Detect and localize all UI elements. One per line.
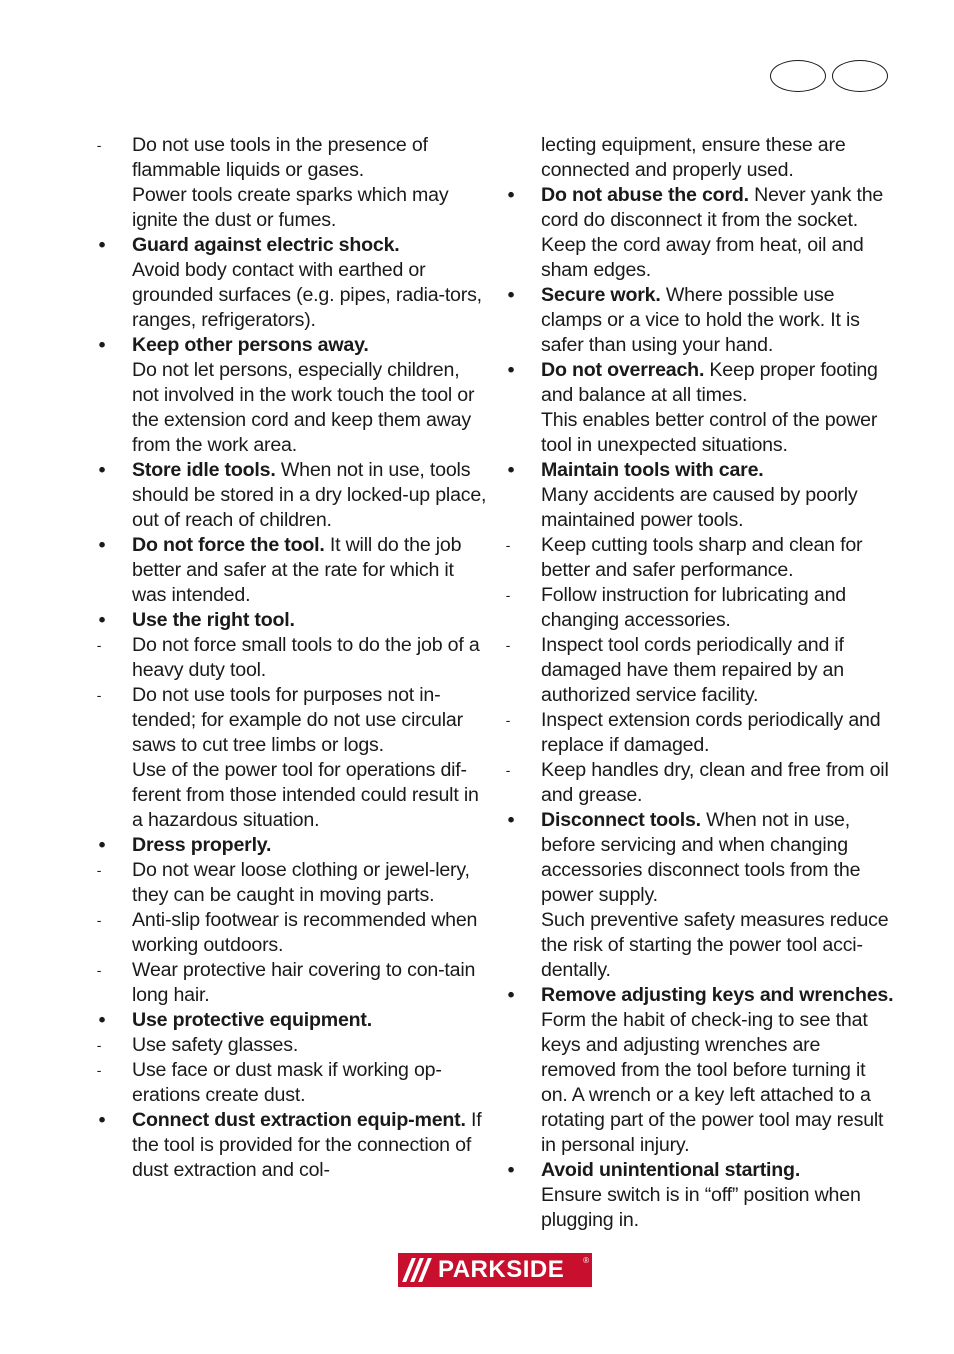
item-heading: Do not overreach. — [541, 359, 705, 381]
item-line: Use safety glasses. — [132, 1034, 299, 1056]
right-column — [501, 133, 896, 1233]
item-line: Anti-slip footwear is recommended when working outdoors. — [132, 909, 478, 956]
item-line: Many accidents are caused by poorly maintained power tools. — [541, 484, 858, 531]
item-heading: Do not force the tool. — [132, 534, 325, 556]
dash-item — [92, 683, 487, 833]
bullet-item — [92, 1108, 487, 1183]
bullet-item — [501, 183, 896, 283]
item-text: When not in use, tools should be stored in a dry locked-up place, out of reach of children. — [132, 459, 487, 531]
dash-marker: - — [96, 912, 102, 928]
dash-marker: - — [96, 137, 102, 153]
bullet-item — [92, 458, 487, 533]
item-heading: Disconnect tools. — [541, 809, 701, 831]
dash-item — [501, 583, 896, 633]
dash-item — [501, 633, 896, 708]
language-tab-ovals — [770, 60, 892, 94]
bullet-marker: • — [507, 809, 515, 831]
item-line: Use face or dust mask if working op-erations create dust. — [132, 1059, 442, 1106]
dash-item — [92, 633, 487, 683]
item-line: Inspect tool cords periodically and if damaged have them repaired by an authorized service facility. — [541, 634, 844, 706]
bullet-item — [501, 458, 896, 533]
bullet-marker: • — [507, 184, 515, 206]
item-heading: Connect dust extraction equip-ment. — [132, 1109, 466, 1131]
parkside-logo — [398, 1253, 592, 1287]
bullet-marker: • — [98, 1009, 106, 1031]
item-heading: Keep other persons away. — [132, 334, 369, 356]
dash-marker: - — [96, 862, 102, 878]
bullet-marker: • — [98, 834, 106, 856]
item-line: This enables better control of the power tool in unexpected situations. — [541, 409, 878, 456]
bullet-item — [501, 983, 896, 1158]
logo-wordmark: PARKSIDE — [438, 1256, 565, 1283]
dash-marker: - — [96, 962, 102, 978]
dash-item — [501, 533, 896, 583]
logo-stripes — [398, 1253, 438, 1287]
dash-marker: - — [505, 762, 511, 778]
item-line: Inspect extension cords periodically and replace if damaged. — [541, 709, 881, 756]
dash-item — [92, 908, 487, 958]
continued-text — [501, 133, 896, 183]
bullet-item — [501, 283, 896, 358]
bullet-item — [92, 233, 487, 333]
item-heading: Maintain tools with care. — [541, 459, 764, 481]
bullet-item — [92, 533, 487, 608]
item-heading: Dress properly. — [132, 834, 272, 856]
item-heading: Remove adjusting keys and wrenches. — [541, 984, 894, 1006]
item-line: Do not force small tools to do the job of a heavy duty tool. — [132, 634, 480, 681]
bullet-marker: • — [98, 534, 106, 556]
item-text: Keep proper footing and balance at all times. — [541, 359, 878, 406]
dash-item — [92, 858, 487, 908]
dash-item — [92, 958, 487, 1008]
dash-item — [501, 758, 896, 808]
bullet-item — [501, 808, 896, 983]
item-line: Wear protective hair covering to con-tain long hair. — [132, 959, 476, 1006]
item-line: Such preventive safety measures reduce the risk of starting the power tool acci-dentally. — [541, 909, 889, 981]
item-line: Use of the power tool for operations dif-ferent from those intended could result in a hazardous situation. — [132, 759, 479, 831]
language-tab-oval — [770, 60, 826, 92]
item-line: Do not use tools for purposes not in-tended; for example do not use circular saws to cut tree limbs or logs. — [132, 684, 463, 756]
dash-marker: - — [96, 1037, 102, 1053]
item-line: Power tools create sparks which may ignite the dust or fumes. — [132, 184, 449, 231]
dash-item — [92, 133, 487, 233]
item-line: Do not use tools in the presence of flammable liquids or gases. — [132, 134, 428, 181]
item-line: Do not wear loose clothing or jewel-lery, they can be caught in moving parts. — [132, 859, 470, 906]
item-heading: Guard against electric shock. — [132, 234, 400, 256]
bullet-marker: • — [98, 1109, 106, 1131]
dash-marker: - — [96, 1062, 102, 1078]
bullet-marker: • — [507, 1159, 515, 1181]
item-text: It will do the job better and safer at the rate for which it was intended. — [132, 534, 462, 606]
item-heading: Use protective equipment. — [132, 1009, 372, 1031]
item-text: If the tool is provided for the connection of dust extraction and col- — [132, 1109, 482, 1181]
bullet-marker: • — [98, 334, 106, 356]
dash-marker: - — [505, 637, 511, 653]
item-text: When not in use, before servicing and when changing accessories disconnect tools from the power supply. — [541, 809, 861, 906]
item-line: Keep cutting tools sharp and clean for better and safer performance. — [541, 534, 863, 581]
bullet-item — [92, 833, 487, 858]
dash-marker: - — [96, 687, 102, 703]
item-text: Never yank the cord do disconnect it from the socket. Keep the cord away from heat, oil and sham edges. — [541, 184, 884, 281]
item-heading: Do not abuse the cord. — [541, 184, 749, 206]
item-line: Do not let persons, especially children, not involved in the work touch the tool or the extension cord and keep them away from the work area. — [132, 359, 475, 456]
dash-item — [92, 1058, 487, 1108]
dash-marker: - — [505, 712, 511, 728]
logo-registered-mark: ® — [583, 1256, 589, 1265]
bullet-marker: • — [98, 234, 106, 256]
dash-item — [501, 708, 896, 758]
item-line: Keep handles dry, clean and free from oil and grease. — [541, 759, 889, 806]
item-line: lecting equipment, ensure these are connected and properly used. — [541, 134, 846, 181]
bullet-marker: • — [507, 459, 515, 481]
item-heading: Store idle tools. — [132, 459, 276, 481]
bullet-item — [501, 358, 896, 458]
bullet-item — [501, 1158, 896, 1233]
dash-marker: - — [96, 637, 102, 653]
item-heading: Use the right tool. — [132, 609, 295, 631]
language-tab-oval — [832, 60, 888, 92]
bullet-marker: • — [98, 459, 106, 481]
bullet-marker: • — [98, 609, 106, 631]
bullet-marker: • — [507, 984, 515, 1006]
item-text: Form the habit of check-ing to see that keys and adjusting wrenches are removed from the tool before turning it on. A wrench or a key left attached to a rotating part of the power tool may result in personal injury. — [541, 1009, 884, 1156]
item-line: Follow instruction for lubricating and changing accessories. — [541, 584, 846, 631]
bullet-item — [92, 608, 487, 633]
item-heading: Avoid unintentional starting. — [541, 1159, 801, 1181]
bullet-marker: • — [507, 359, 515, 381]
bullet-item — [92, 333, 487, 458]
item-line: Avoid body contact with earthed or grounded surfaces (e.g. pipes, radia-tors, ranges, refrigerators). — [132, 259, 482, 331]
item-line: Ensure switch is in “off” position when plugging in. — [541, 1184, 861, 1231]
left-column — [92, 133, 487, 1183]
bullet-item — [92, 1008, 487, 1033]
dash-item — [92, 1033, 487, 1058]
item-heading: Secure work. — [541, 284, 661, 306]
item-text: Where possible use clamps or a vice to hold the work. It is safer than using your hand. — [541, 284, 860, 356]
dash-marker: - — [505, 587, 511, 603]
bullet-marker: • — [507, 284, 515, 306]
dash-marker: - — [505, 537, 511, 553]
